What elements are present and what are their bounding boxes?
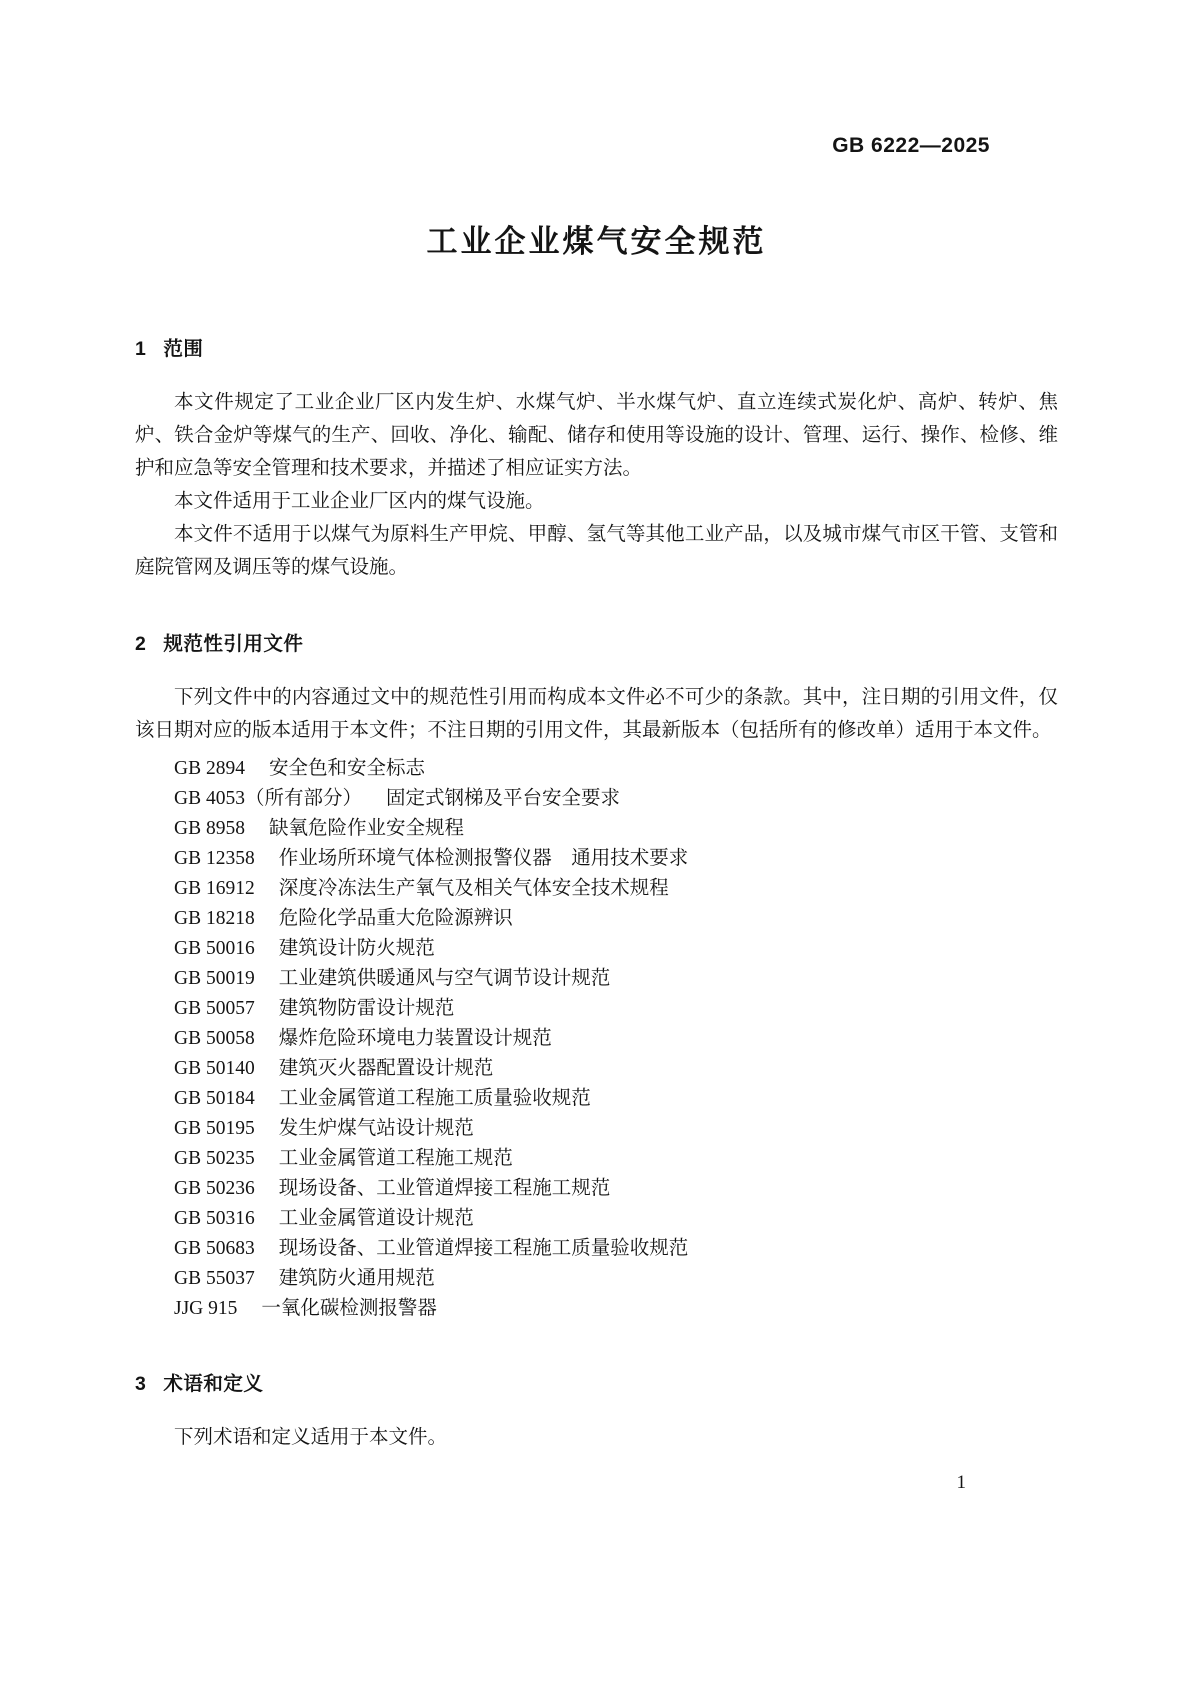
reference-item — [174, 904, 1058, 934]
reference-name: 建筑物防雷设计规范 — [278, 998, 455, 1019]
reference-item — [174, 964, 1058, 994]
section-1-title: 范围 — [163, 338, 204, 360]
section-3-body — [135, 1421, 1058, 1454]
reference-item — [174, 934, 1058, 964]
section-3-number: 3 — [135, 1373, 147, 1395]
reference-name: 安全色和安全标志 — [268, 758, 425, 779]
reference-item — [174, 1204, 1058, 1234]
section-1-heading — [135, 333, 1058, 361]
reference-item — [174, 1144, 1058, 1174]
reference-name: 固定式钢梯及平台安全要求 — [385, 788, 620, 809]
page-number: 1 — [956, 1472, 966, 1493]
reference-name: 缺氧危险作业安全规程 — [268, 818, 464, 839]
reference-item — [174, 874, 1058, 904]
references-list — [135, 754, 1058, 1324]
section-1-body — [135, 386, 1058, 584]
reference-code: GB 50058 — [174, 1028, 255, 1049]
reference-name: 现场设备、工业管道焊接工程施工质量验收规范 — [278, 1238, 689, 1259]
reference-item — [174, 1054, 1058, 1084]
section-2-heading — [135, 628, 1058, 656]
paragraph: 本文件适用于工业企业厂区内的煤气设施。 — [174, 491, 545, 512]
reference-name: 建筑防火通用规范 — [278, 1268, 435, 1289]
reference-code: GB 12358 — [174, 848, 255, 869]
reference-name: 一氧化碳检测报警器 — [261, 1298, 437, 1319]
reference-item — [174, 1114, 1058, 1144]
reference-code: GB 4053（所有部分） — [174, 788, 362, 809]
reference-code: GB 50316 — [174, 1208, 255, 1229]
document-title: 工业企业煤气安全规范 — [426, 224, 767, 259]
reference-name: 建筑灭火器配置设计规范 — [278, 1058, 494, 1079]
reference-item — [174, 1264, 1058, 1294]
reference-code: GB 8958 — [174, 818, 245, 839]
reference-code: GB 50184 — [174, 1088, 255, 1109]
section-3-heading — [135, 1368, 1058, 1396]
reference-code: GB 50683 — [174, 1238, 255, 1259]
reference-name: 工业金属管道设计规范 — [278, 1208, 474, 1229]
paragraph: 下列文件中的内容通过文中的规范性引用而构成本文件必不可少的条款。其中，注日期的引用文件，仅该日期对应的版本适用于本文件；不注日期的引用文件，其最新版本（包括所有的修改单）适用于本文件。 — [135, 687, 1058, 741]
reference-item — [174, 844, 1058, 874]
reference-item — [174, 1024, 1058, 1054]
reference-name: 深度冷冻法生产氧气及相关气体安全技术规程 — [278, 878, 669, 899]
paragraph: 本文件规定了工业企业厂区内发生炉、水煤气炉、半水煤气炉、直立连续式炭化炉、高炉、转炉、焦炉、铁合金炉等煤气的生产、回收、净化、输配、储存和使用等设施的设计、管理、运行、操作、检修、维护和应急等安全管理和技术要求，并描述了相应证实方法。 — [135, 392, 1058, 479]
reference-name: 危险化学品重大危险源辨识 — [278, 908, 513, 929]
reference-code: GB 50236 — [174, 1178, 255, 1199]
reference-name: 爆炸危险环境电力装置设计规范 — [278, 1028, 552, 1049]
reference-item — [174, 1294, 1058, 1324]
reference-code: GB 2894 — [174, 758, 245, 779]
paragraph: 下列术语和定义适用于本文件。 — [174, 1427, 448, 1448]
reference-code: GB 55037 — [174, 1268, 255, 1289]
reference-name: 工业金属管道工程施工质量验收规范 — [278, 1088, 591, 1109]
reference-code: GB 50019 — [174, 968, 255, 989]
section-1-number: 1 — [135, 338, 147, 360]
reference-name: 建筑设计防火规范 — [278, 938, 435, 959]
reference-item — [174, 814, 1058, 844]
reference-name: 发生炉煤气站设计规范 — [278, 1118, 474, 1139]
reference-code: GB 50195 — [174, 1118, 255, 1139]
doc-number: GB 6222—2025 — [832, 134, 990, 157]
reference-code: GB 50235 — [174, 1148, 255, 1169]
reference-code: JJG 915 — [174, 1298, 238, 1319]
reference-code: GB 50016 — [174, 938, 255, 959]
reference-code: GB 16912 — [174, 878, 255, 899]
reference-code: GB 50057 — [174, 998, 255, 1019]
reference-item — [174, 994, 1058, 1024]
reference-name: 工业建筑供暖通风与空气调节设计规范 — [278, 968, 611, 989]
reference-item — [174, 1234, 1058, 1264]
paragraph: 本文件不适用于以煤气为原料生产甲烷、甲醇、氢气等其他工业产品，以及城市煤气市区干管、支管和庭院管网及调压等的煤气设施。 — [135, 524, 1058, 578]
reference-item — [174, 1174, 1058, 1204]
section-2-number: 2 — [135, 633, 147, 655]
reference-name: 作业场所环境气体检测报警仪器 通用技术要求 — [278, 848, 689, 869]
reference-code: GB 18218 — [174, 908, 255, 929]
section-2-body — [135, 681, 1058, 1324]
reference-name: 工业金属管道工程施工规范 — [278, 1148, 513, 1169]
reference-code: GB 50140 — [174, 1058, 255, 1079]
reference-name: 现场设备、工业管道焊接工程施工规范 — [278, 1178, 611, 1199]
section-2-title: 规范性引用文件 — [163, 633, 304, 655]
reference-item — [174, 754, 1058, 784]
reference-item — [174, 1084, 1058, 1114]
reference-item — [174, 784, 1058, 814]
section-3-title: 术语和定义 — [163, 1373, 264, 1395]
